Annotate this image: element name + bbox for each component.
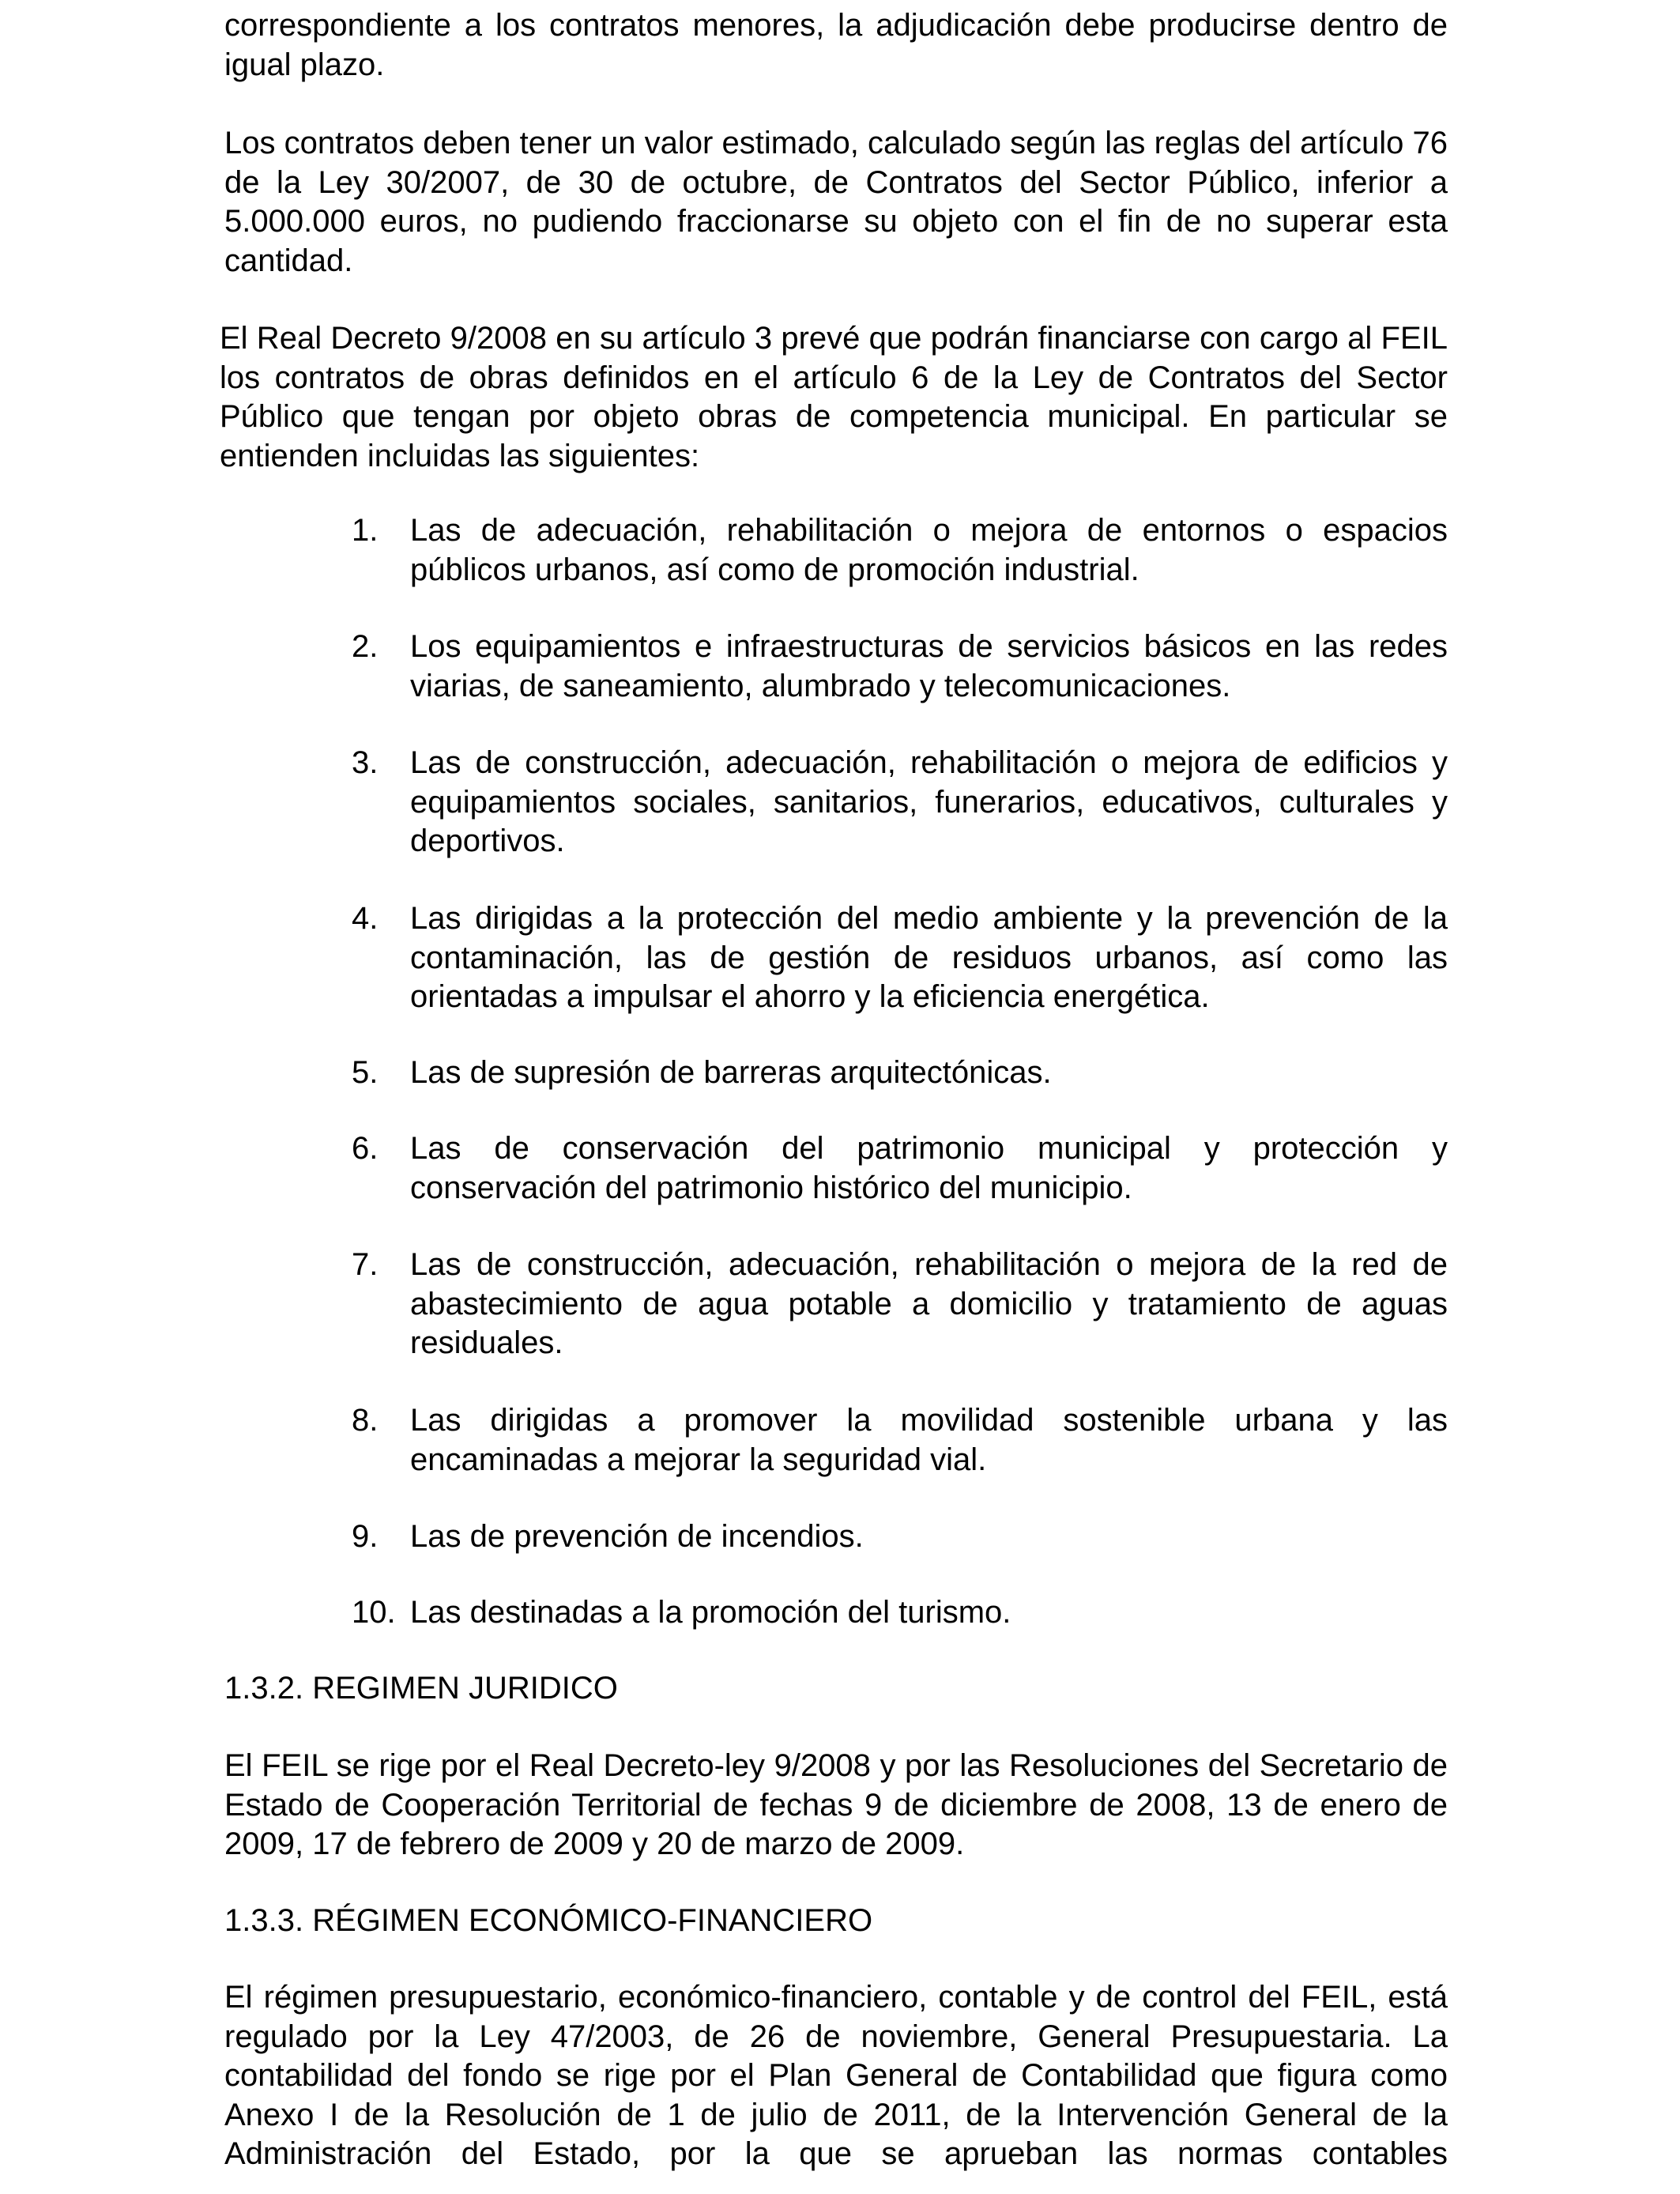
- list-text: Las de construcción, adecuación, rehabilitación o mejora de edificios y equipamientos sociales, sanitarios, funerarios, educativos, culturales y deportivos.: [410, 745, 1448, 858]
- paragraph-real-decreto: El Real Decreto 9/2008 en su artículo 3 prevé que podrán financiarse con cargo al FEIL los contratos de obras definidos en el artículo 6 de la Ley de Contratos del Sector Público que tengan por objeto obras de competencia municipal. En particular se entienden incluidas las siguientes:: [220, 321, 1448, 473]
- list-number: 6.: [352, 1131, 379, 1166]
- list-number: 9.: [352, 1519, 379, 1554]
- paragraph-contract-award: correspondiente a los contratos menores, la adjudicación debe producirse dentro de igual plazo.: [224, 8, 1448, 82]
- list-number: 7.: [352, 1247, 379, 1282]
- list-text: Las de conservación del patrimonio municipal y protección y conservación del patrimonio histórico del municipio.: [410, 1131, 1448, 1205]
- list-number: 10.: [352, 1595, 396, 1630]
- section-heading-regimen-economico: 1.3.3. RÉGIMEN ECONÓMICO-FINANCIERO: [224, 1903, 873, 1938]
- list-text: Las de prevención de incendios.: [410, 1519, 864, 1554]
- list-text: Las dirigidas a la protección del medio ambiente y la prevención de la contaminación, las de gestión de residuos urbanos, así como las orientadas a impulsar el ahorro y la eficiencia energética.: [410, 901, 1448, 1014]
- paragraph-contract-value: Los contratos deben tener un valor estimado, calculado según las reglas del artículo 76 de la Ley 30/2007, de 30 de octubre, de Contratos del Sector Público, inferior a 5.000.000 euros, no pudiendo fraccionarse su objeto con el fin de no superar esta cantidad.: [224, 126, 1448, 278]
- list-text: Las de construcción, adecuación, rehabilitación o mejora de la red de abastecimiento de agua potable a domicilio y tratamiento de aguas residuales.: [410, 1247, 1448, 1360]
- list-text: Las dirigidas a promover la movilidad sostenible urbana y las encaminadas a mejorar la seguridad vial.: [410, 1403, 1448, 1477]
- list-text: Los equipamientos e infraestructuras de servicios básicos en las redes viarias, de saneamiento, alumbrado y telecomunicaciones.: [410, 629, 1448, 703]
- list-text: Las de supresión de barreras arquitectónicas.: [410, 1055, 1052, 1090]
- list-text: Las de adecuación, rehabilitación o mejora de entornos o espacios públicos urbanos, así como de promoción industrial.: [410, 513, 1448, 587]
- list-text: Las destinadas a la promoción del turismo.: [410, 1595, 1011, 1630]
- paragraph-regimen-juridico: El FEIL se rige por el Real Decreto-ley 9/2008 y por las Resoluciones del Secretario de Estado de Cooperación Territorial de fechas 9 de diciembre de 2008, 13 de enero de 2009, 17 de febrero de 2009 y 20 de marzo de 2009.: [224, 1748, 1448, 1861]
- section-heading-regimen-juridico: 1.3.2. REGIMEN JURIDICO: [224, 1671, 618, 1706]
- list-number: 8.: [352, 1403, 379, 1438]
- list-number: 2.: [352, 629, 379, 664]
- paragraph-regimen-economico: El régimen presupuestario, económico-financiero, contable y de control del FEIL, está regulado por la Ley 47/2003, de 26 de noviembre, General Presupuestaria. La contabilidad del fondo se rige por el Plan General de Contabilidad que figura como Anexo I de la Resolución de 1 de julio de 2011, de la Intervención General de la Administración del Estado, por la que se aprueban las normas contables: [224, 1980, 1448, 2171]
- list-number: 1.: [352, 513, 379, 548]
- list-number: 4.: [352, 901, 379, 936]
- list-number: 3.: [352, 745, 379, 780]
- list-number: 5.: [352, 1055, 379, 1090]
